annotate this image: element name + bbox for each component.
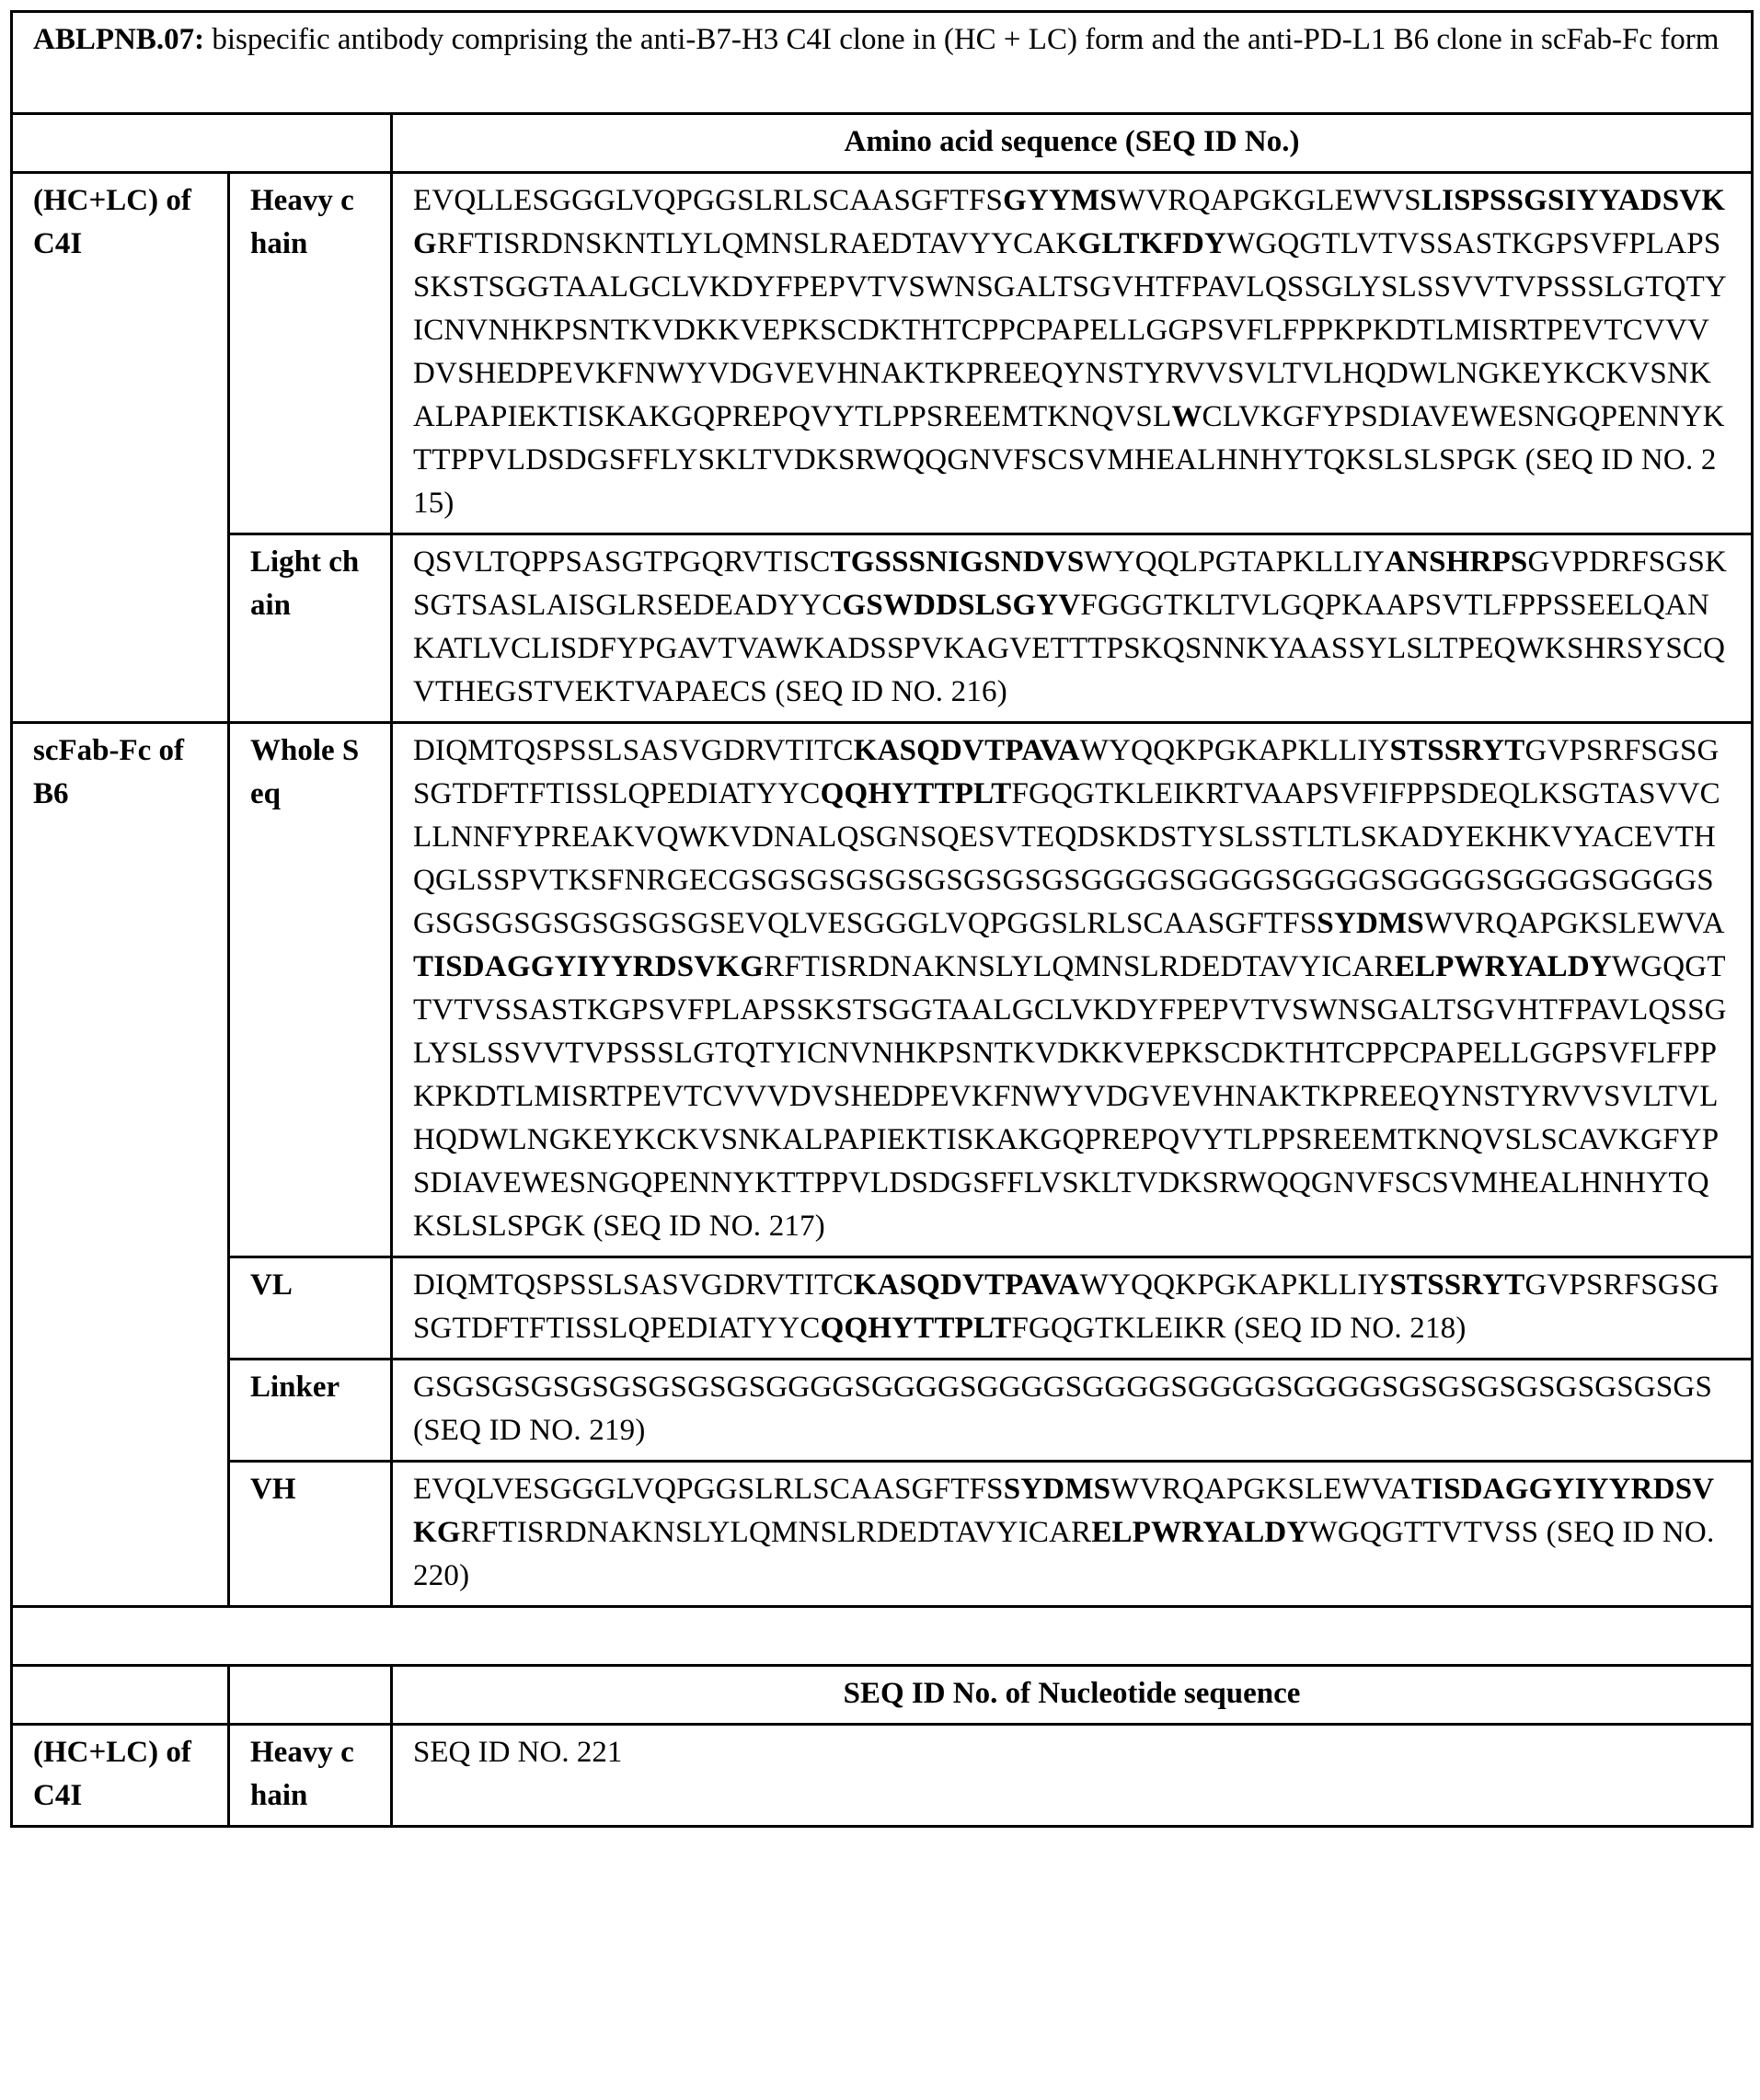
cdr-segment: SYDMS bbox=[1317, 907, 1424, 940]
sequence-segment: WYQQKPGKAPKLLIY bbox=[1079, 1268, 1390, 1302]
nucleotide-header-row bbox=[12, 1666, 1753, 1725]
sequence-segment: WVRQAPGKSLEWVA bbox=[1110, 1473, 1411, 1506]
table-row bbox=[12, 534, 1753, 723]
chain-label: Heavy chain bbox=[229, 173, 392, 534]
cdr-segment: QQHYTTPLT bbox=[820, 777, 1012, 810]
table-title bbox=[12, 12, 1753, 114]
cdr-segment: QQHYTTPLT bbox=[820, 1312, 1012, 1345]
cdr-segment: TISDAGGYIYYRDSVKG bbox=[413, 1473, 1715, 1549]
table-row bbox=[12, 1462, 1753, 1607]
sequence-cell bbox=[392, 1360, 1753, 1462]
sequence-segment: WGQGTLVTVSSASTKGPSVFPLAPSSKSTSGGTAALGCLVKDYFPEPVTVSWNSGALTSGVHTFPAVLQSSGLYSLSSVVTVPSSSLGTQTYICNVNHKPSNTKVDKKVEPKSCDKTHTCPPCPAPELLGGPSVFLFPPKPKDTLMISRTPEVTCVVVDVSHEDPEVKFNWYVDGVEVHNAKTKPREEQYNSTYRVVSVLTVLHQDWLNGKEYKCKVSNKALPAPIEKTISKAKGQPREPQVYTLPPSREEMTKNQVSL bbox=[413, 227, 1727, 433]
chain-label: Linker bbox=[229, 1360, 392, 1462]
chain-label: Light chain bbox=[229, 534, 392, 723]
table-row bbox=[12, 1257, 1753, 1360]
cdr-segment: GSWDDSLSGYV bbox=[842, 589, 1081, 622]
sequence-segment: RFTISRDNAKNSLYLQMNSLRDEDTAVYICAR bbox=[460, 1516, 1092, 1549]
document-page bbox=[10, 10, 1751, 1828]
cdr-segment: GLTKFDY bbox=[1077, 227, 1227, 260]
sequence-segment: FGGGTKLTVLGQPKAAPSVTLFPPSSEELQANKATLVCLISDFYPGAVTVAWKADSSPVKAGVETTTPSKQSNNKYAASSYLSLTPEQWKSHRSYSCQVTHEGSTVEKTVAPAECS (SEQ ID NO. 216) bbox=[413, 589, 1726, 708]
sequence-segment: GSGSGSGSGSGSGSGSGSGGGGSGGGGSGGGGSGGGGSGGGGSGGGGSGSGSGSGSGSGSGSGS (SEQ ID NO. 219) bbox=[413, 1371, 1713, 1447]
table-row bbox=[12, 173, 1753, 534]
sequence-table bbox=[10, 10, 1754, 1828]
header-empty-cell bbox=[12, 1666, 229, 1725]
cdr-segment: STSSRYT bbox=[1389, 734, 1525, 767]
spacer-cell bbox=[12, 1607, 1753, 1666]
cdr-segment: TISDAGGYIYYRDSVKG bbox=[413, 950, 765, 983]
table-row bbox=[12, 723, 1753, 1257]
header-empty-cell bbox=[229, 1666, 392, 1725]
sequence-segment: WYQQKPGKAPKLLIY bbox=[1079, 734, 1390, 767]
sequence-cell bbox=[392, 1257, 1753, 1360]
title-row bbox=[12, 12, 1753, 114]
construct-id: ABLPNB.07: bbox=[33, 23, 205, 56]
sequence-cell bbox=[392, 173, 1753, 534]
table-row bbox=[12, 1360, 1753, 1462]
sequence-segment: FGQGTKLEIKRTVAAPSVFIFPPSDEQLKSGTASVVCLLNNFYPREAKVQWKVDNALQSGNSQESVTEQDSKDSTYSLSSTLTLSKADYEKHKVYACEVTHQGLSSPVTKSFNRGECGSGSGSGSGSGSGSGSGSGGGGSGGGGSGGGGSGGGGSGGGGSGGGGSGSGSGSGSGSGSGSGSEVQLVESGGGLVQPGGSLRLSCAASGFTFS bbox=[413, 777, 1720, 940]
cdr-segment: KASQDVTPAVA bbox=[853, 1268, 1080, 1302]
cdr-segment: ELPWRYALDY bbox=[1394, 950, 1612, 983]
sequence-segment: GVPSRFSGSGSGTDFTFTISSLQPEDIATYYC bbox=[413, 1268, 1720, 1345]
sequence-segment: WYQQLPGTAPKLLIY bbox=[1084, 545, 1386, 579]
chain-label: VL bbox=[229, 1257, 392, 1360]
amino-header-row bbox=[12, 114, 1753, 173]
sequence-segment: GVPDRFSGSKSGTSASLAISGLRSEDEADYYC bbox=[413, 545, 1728, 622]
cdr-segment: TGSSSNIGSNDVS bbox=[830, 545, 1085, 579]
sequence-segment: RFTISRDNAKNSLYLQMNSLRDEDTAVYICAR bbox=[764, 950, 1395, 983]
sequence-cell bbox=[392, 534, 1753, 723]
cdr-segment: ANSHRPS bbox=[1385, 545, 1528, 579]
cdr-segment: ELPWRYALDY bbox=[1091, 1516, 1309, 1549]
header-empty-cell bbox=[12, 114, 392, 173]
amino-acid-header: Amino acid sequence (SEQ ID No.) bbox=[392, 114, 1753, 173]
spacer-row bbox=[12, 1607, 1753, 1666]
seq-id-cell: SEQ ID NO. 221 bbox=[392, 1725, 1753, 1827]
sequence-segment: WVRQAPGKSLEWVA bbox=[1423, 907, 1725, 940]
sequence-segment: DIQMTQSPSSLSASVGDRVTITC bbox=[413, 1268, 854, 1302]
cdr-segment: STSSRYT bbox=[1389, 1268, 1525, 1302]
chain-label: Heavy chain bbox=[229, 1725, 392, 1827]
sequence-cell bbox=[392, 1462, 1753, 1607]
cdr-segment: W bbox=[1171, 400, 1202, 433]
sequence-segment: WGQGTTVTVSS (SEQ ID NO. 220) bbox=[413, 1516, 1715, 1592]
chain-label: VH bbox=[229, 1462, 392, 1607]
cdr-segment: LISPSSGSIYYADSVKG bbox=[413, 184, 1726, 260]
sequence-segment: EVQLVESGGGLVQPGGSLRLSCAASGFTFS bbox=[413, 1473, 1004, 1506]
sequence-segment: RFTISRDNSKNTLYLQMNSLRAEDTAVYYCAK bbox=[436, 227, 1078, 260]
sequence-segment: QSVLTQPPSASGTPGQRVTISC bbox=[413, 545, 831, 579]
sequence-segment: WVRQAPGKGLEWVS bbox=[1116, 184, 1421, 217]
construct-description: bispecific antibody comprising the anti-B7-H3 C4I clone in (HC + LC) form and the anti-PD-L1 B6 clone in scFab-Fc form bbox=[204, 23, 1720, 56]
group-label: scFab-Fc of B6 bbox=[12, 723, 229, 1607]
sequence-segment: EVQLLESGGGLVQPGGSLRLSCAASGFTFS bbox=[413, 184, 1004, 217]
sequence-cell bbox=[392, 723, 1753, 1257]
cdr-segment: KASQDVTPAVA bbox=[853, 734, 1080, 767]
sequence-segment: DIQMTQSPSSLSASVGDRVTITC bbox=[413, 734, 854, 767]
sequence-segment: WGQGTTVTVSSASTKGPSVFPLAPSSKSTSGGTAALGCLVKDYFPEPVTVSWNSGALTSGVHTFPAVLQSSGLYSLSSVVTVPSSSLGTQTYICNVNHKPSNTKVDKKVEPKSCDKTHTCPPCPAPELLGGPSVFLFPPKPKDTLMISRTPEVTCVVVDVSHEDPEVKFNWYVDGVEVHNAKTKPREEQYNSTYRVVSVLTVLHQDWLNGKEYKCKVSNKALPAPIEKTISKAKGQPREPQVYTLPPSREEMTKNQVSLSCAVKGFYPSDIAVEWESNGQPENNYKTTPPVLDSDGSFFLVSKLTVDKSRWQQGNVFSCSVMHEALHNHYTQKSLSLSPGK (SEQ ID NO. 217) bbox=[413, 950, 1727, 1243]
table-row bbox=[12, 1725, 1753, 1827]
chain-label: Whole Seq bbox=[229, 723, 392, 1257]
nucleotide-header: SEQ ID No. of Nucleotide sequence bbox=[392, 1666, 1753, 1725]
sequence-segment: GVPSRFSGSGSGTDFTFTISSLQPEDIATYYC bbox=[413, 734, 1720, 810]
sequence-segment: FGQGTKLEIKR (SEQ ID NO. 218) bbox=[1011, 1312, 1467, 1345]
group-label: (HC+LC) of C4I bbox=[12, 1725, 229, 1827]
cdr-segment: GYYMS bbox=[1003, 184, 1117, 217]
group-label: (HC+LC) of C4I bbox=[12, 173, 229, 723]
cdr-segment: SYDMS bbox=[1003, 1473, 1111, 1506]
sequence-segment: CLVKGFYPSDIAVEWESNGQPENNYKTTPPVLDSDGSFFLYSKLTVDKSRWQQGNVFSCSVMHEALHNHYTQKSLSLSPGK (SEQ ID NO. 215) bbox=[413, 400, 1725, 520]
